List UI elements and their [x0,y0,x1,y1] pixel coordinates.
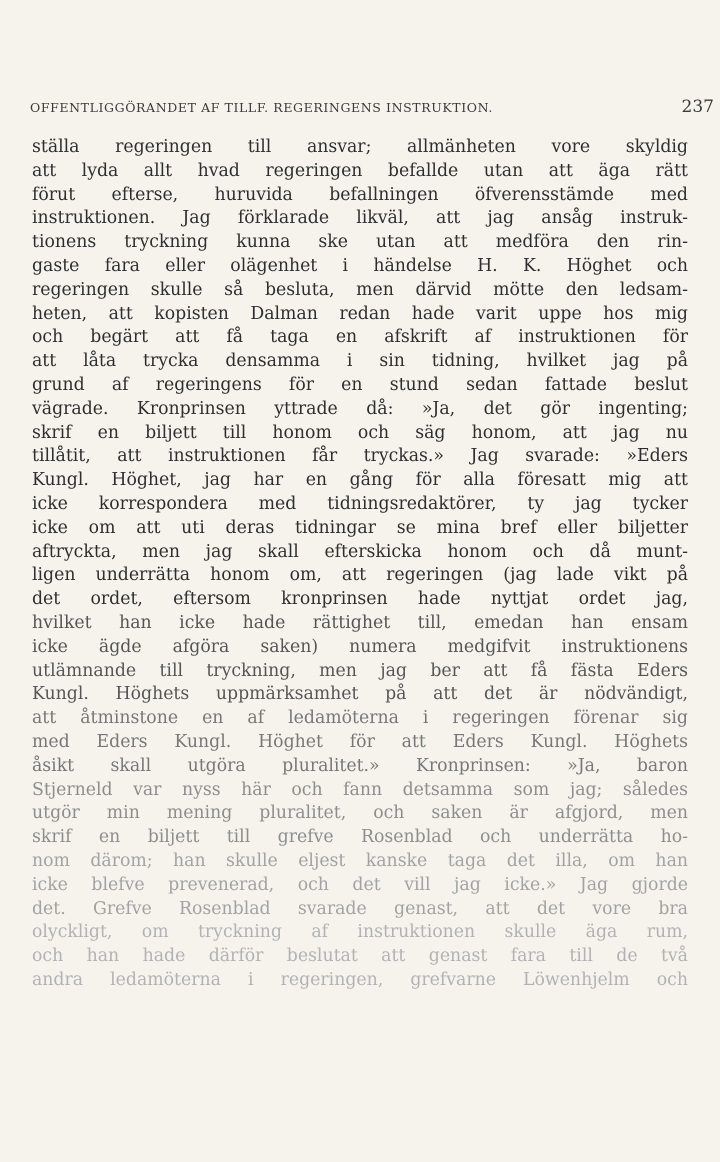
text-line: aftryckta, men jag skall efterskicka honom och då munt- [32,541,688,562]
text-line: skrif en biljett till grefve Rosenblad och underrätta ho- [32,827,688,848]
running-header-title: OFFENTLIGGÖRANDET AF TILLF. REGERINGENS INSTRUKTION. [30,100,493,115]
text-line: instruktionen. Jag förklarade likväl, att jag ansåg instruk- [32,208,688,229]
text-line: icke korrespondera med tidningsredaktörer, ty jag tycker [32,493,688,514]
text-line: med Eders Kungl. Höghet för att Eders Kungl. Höghets [32,731,688,752]
text-line: gaste fara eller olägenhet i händelse H. K. Höghet och [32,255,688,276]
text-line: grund af regeringens för en stund sedan fattade beslut [32,374,688,395]
text-line: ligen underrätta honom om, att regeringen (jag lade vikt på [32,565,688,586]
text-line: vägrade. Kronprinsen yttrade då: »Ja, det gör ingenting; [32,398,688,419]
text-line: att åtminstone en af ledamöterna i regeringen förenar sig [32,708,688,729]
text-line: utlämnande till tryckning, men jag ber att få fästa Eders [32,660,688,681]
text-line: och begärt att få taga en afskrift af instruktionen för [32,327,688,348]
text-line: icke om att uti deras tidningar se mina bref eller biljetter [32,517,688,538]
text-line: åsikt skall utgöra pluralitet.» Kronprinsen: »Ja, baron [32,755,688,776]
text-line: utgör min mening pluralitet, och saken är afgjord, men [32,803,688,824]
text-line: Kungl. Höghet, jag har en gång för alla föresatt mig att [32,470,688,491]
body-text [32,136,688,993]
text-line: andra ledamöterna i regeringen, grefvarne Löwenhjelm och [32,969,688,990]
text-line: Stjerneld var nyss här och fann detsamma som jag; således [32,779,688,800]
text-line: heten, att kopisten Dalman redan hade varit uppe hos mig [32,303,688,324]
text-line: hvilket han icke hade rättighet till, emedan han ensam [32,612,688,633]
text-line: det. Grefve Rosenblad svarade genast, att det vore bra [32,898,688,919]
text-line: det ordet, eftersom kronprinsen hade nyttjat ordet jag, [32,589,688,610]
text-line: icke blefve prevenerad, och det vill jag icke.» Jag gjorde [32,874,688,895]
page-number: 237 [681,97,714,117]
text-line: Kungl. Höghets uppmärksamhet på att det är nödvändigt, [32,684,688,705]
text-line: att lyda allt hvad regeringen befallde utan att äga rätt [32,160,688,181]
text-line: och han hade därför beslutat att genast fara till de två [32,946,688,967]
text-line: tionens tryckning kunna ske utan att medföra den rin- [32,232,688,253]
text-line: att låta trycka densamma i sin tidning, hvilket jag på [32,351,688,372]
text-line: skrif en biljett till honom och säg honom, att jag nu [32,422,688,443]
text-line: nom därom; han skulle eljest kanske taga det illa, om han [32,850,688,871]
text-line: icke ägde afgöra saken) numera medgifvit instruktionens [32,636,688,657]
text-line: tillåtit, att instruktionen får tryckas.» Jag svarade: »Eders [32,446,688,467]
text-line: förut efterse, huruvida befallningen öfverensstämde med [32,184,688,205]
text-line: olyckligt, om tryckning af instruktionen skulle äga rum, [32,922,688,943]
text-line: ställa regeringen till ansvar; allmänheten vore skyldig [32,137,688,157]
text-line: regeringen skulle så besluta, men därvid mötte den ledsam- [32,279,688,300]
